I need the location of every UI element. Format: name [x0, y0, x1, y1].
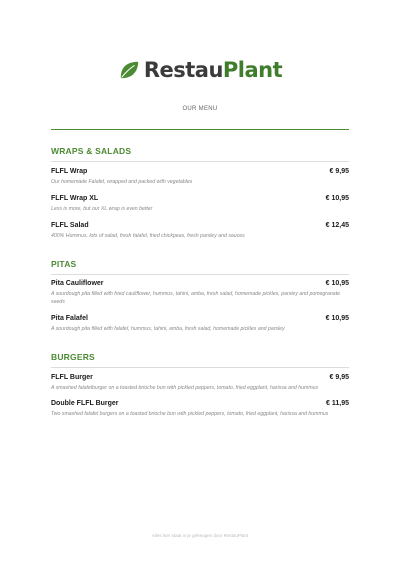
item-price: € 12,45 — [325, 222, 349, 229]
leaf-icon — [118, 59, 140, 81]
section-divider — [51, 274, 349, 275]
section-title: BURGERS — [51, 352, 95, 362]
section-burgers — [51, 352, 349, 368]
header-divider — [51, 129, 349, 130]
item-description: A smashed falafelburger on a toasted brioche bun with pickled peppers, tomato, fried eggplant, harissa and hummus — [51, 385, 319, 391]
section-divider — [51, 161, 349, 162]
section-title: PITAS — [51, 259, 77, 269]
section-title: WRAPS & SALADS — [51, 146, 132, 156]
menu-item — [51, 400, 349, 418]
item-name: FLFL Wrap — [51, 168, 88, 175]
brand-name — [144, 58, 282, 82]
menu-item — [51, 222, 349, 240]
menu-subtitle: OUR MENU — [182, 106, 218, 112]
item-price: € 9,95 — [329, 168, 349, 175]
item-name: Pita Cauliflower — [51, 280, 104, 287]
item-name: Pita Falafel — [51, 315, 88, 322]
item-description: Less is more, but our XL wrap is even better — [51, 206, 153, 212]
menu-item — [51, 315, 349, 333]
brand-name-part2: Plant — [222, 58, 283, 82]
section-divider — [51, 367, 349, 368]
menu-item — [51, 168, 349, 186]
item-name: Double FLFL Burger — [51, 400, 119, 407]
item-price: € 10,95 — [325, 280, 349, 287]
item-description: Two smashed falafel burgers on a toasted brioche bun with pickled peppers, tomato, fried eggplant, harissa and hummus — [51, 411, 329, 417]
item-name: FLFL Salad — [51, 222, 89, 229]
item-price: € 10,95 — [325, 195, 349, 202]
item-description: Our homemade Falafel, wrapped and packed with vegetables — [51, 179, 193, 185]
item-name: FLFL Wrap XL — [51, 195, 99, 202]
menu-item — [51, 280, 349, 306]
item-name: FLFL Burger — [51, 374, 93, 381]
menu-item — [51, 374, 349, 392]
section-wraps-salads — [51, 146, 349, 162]
item-price: € 11,95 — [326, 400, 349, 407]
brand-logo — [0, 58, 400, 82]
menu-item — [51, 195, 349, 213]
section-pitas — [51, 259, 349, 275]
brand-name-part1: Restau — [143, 58, 223, 82]
item-description: A sourdough pita filled with falafel, hummus, tahini, amba, fresh salad, homemade pickles and parsley — [51, 326, 285, 332]
item-price: € 10,95 — [325, 315, 349, 322]
item-description: 400% Hummus, lots of salad, fresh falafel, fried chickpeas, fresh parsley and sauces — [51, 233, 245, 239]
item-description: A sourdough pita filled with fried cauliflower, hummus, tahini, amba, fresh salad, homemade pickles, parsley and pomegranate seeds — [51, 291, 341, 305]
item-price: € 9,95 — [329, 374, 349, 381]
page-footer: Alles hier staat in je geheugen door RestauPlant — [151, 533, 249, 538]
